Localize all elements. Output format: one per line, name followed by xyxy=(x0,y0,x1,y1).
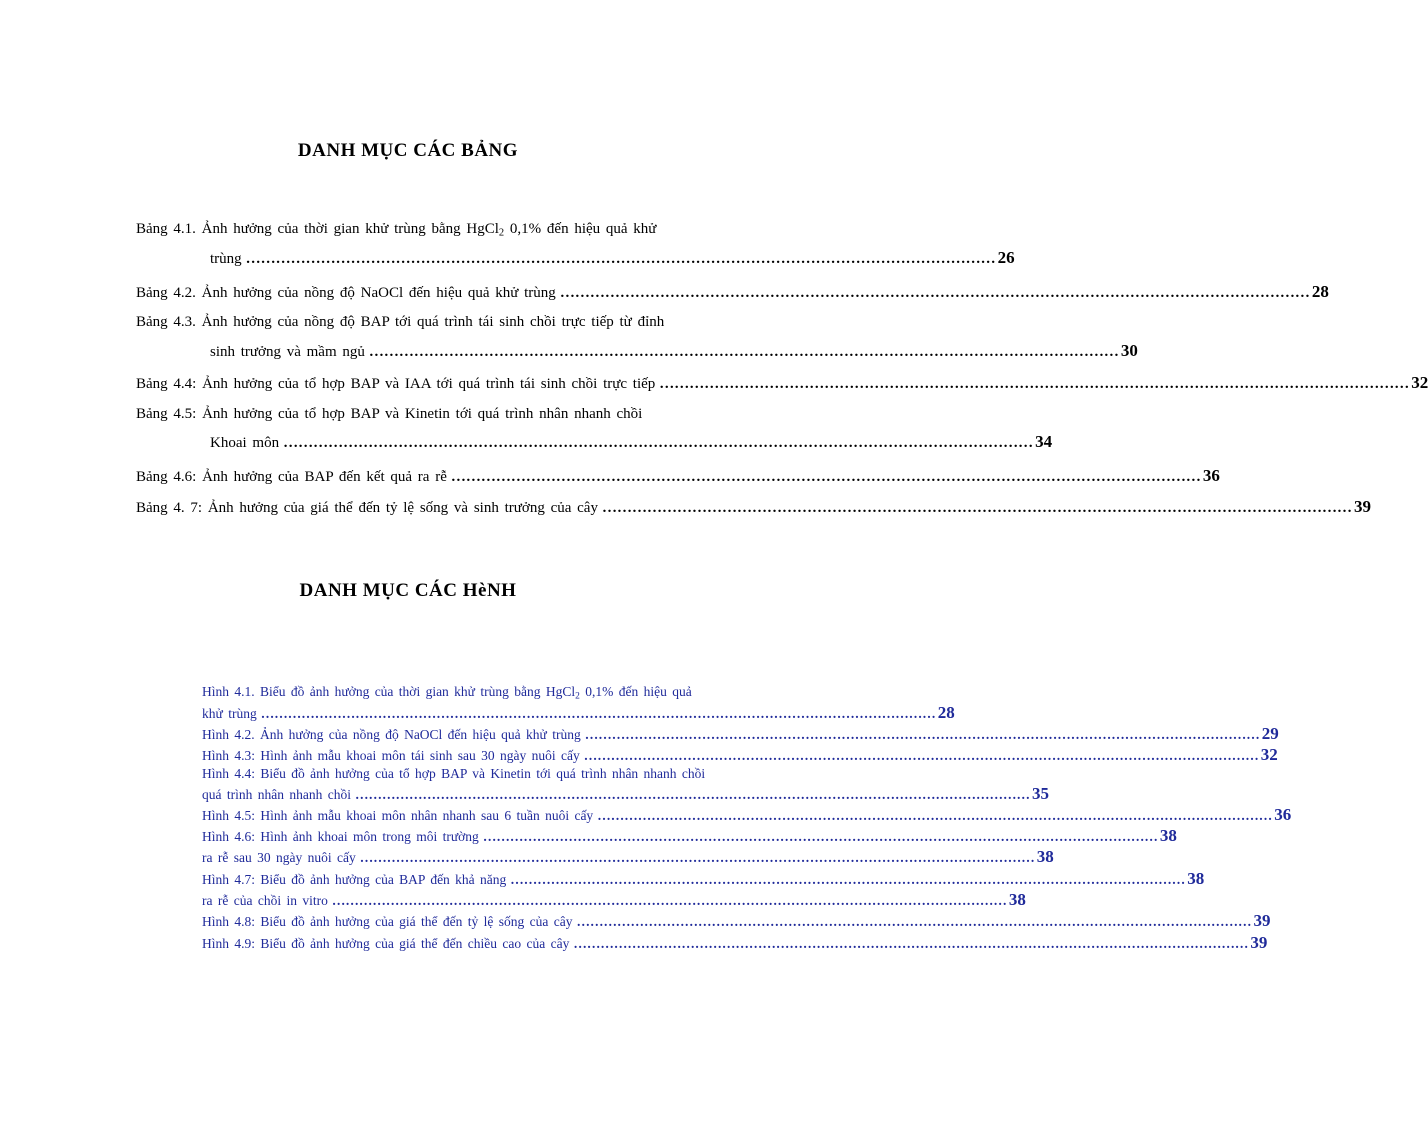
toc-entry xyxy=(136,404,736,424)
leader-dots: …………………………………………………………………………………………………………………………………… xyxy=(583,748,1259,763)
toc-entry-text: sinh trưởng và mầm ngủ xyxy=(210,344,365,360)
toc-entry xyxy=(136,312,736,332)
toc-entry-text: Bảng 4.4: Ảnh hưởng của tổ hợp BAP và IAA tới quá trình tái sinh chồi trực tiếp xyxy=(136,376,656,392)
leader-dots: …………………………………………………………………………………………………………………………………… xyxy=(331,893,1007,908)
toc-entry[interactable] xyxy=(202,933,1268,953)
toc-entry[interactable] xyxy=(202,724,1279,744)
toc-entry[interactable] xyxy=(202,826,1177,846)
page-number: 29 xyxy=(1261,724,1279,743)
toc-entry-text: Bảng 4.2. Ảnh hưởng của nồng độ NaOCl đến hiệu quả khử trùng xyxy=(136,285,556,301)
toc-entry[interactable] xyxy=(202,847,1054,867)
toc-entry-text: Bảng 4.6: Ảnh hưởng của BAP đến kết quả ra rễ xyxy=(136,469,447,485)
leader-dots: …………………………………………………………………………………………………………………………………… xyxy=(573,936,1249,951)
page-number: 26 xyxy=(997,248,1015,267)
page-number: 28 xyxy=(937,703,955,722)
toc-entry-text: Hình 4.2. Ảnh hưởng của nồng độ NaOCl đến hiệu quả khử trùng xyxy=(202,727,581,742)
page-number: 39 xyxy=(1250,933,1268,952)
toc-entry[interactable] xyxy=(210,432,1053,453)
page-number: 38 xyxy=(1008,890,1026,909)
toc-entry-text: Bảng 4. 7: Ảnh hưởng của giá thể đến tỷ lệ sống và sinh trưởng của cây xyxy=(136,500,598,516)
toc-entry[interactable] xyxy=(202,745,1278,765)
page-number: 32 xyxy=(1260,745,1278,764)
leader-dots: …………………………………………………………………………………………………………………………………… xyxy=(368,344,1119,360)
leader-dots: …………………………………………………………………………………………………………………………………… xyxy=(245,251,996,267)
toc-entry[interactable] xyxy=(202,869,1205,889)
page-number: 38 xyxy=(1187,869,1205,888)
leader-dots: …………………………………………………………………………………………………………………………………… xyxy=(659,376,1410,392)
toc-entry[interactable] xyxy=(136,282,1329,303)
leader-dots: …………………………………………………………………………………………………………………………………… xyxy=(510,872,1186,887)
toc-entry[interactable] xyxy=(210,341,1138,362)
toc-entry-text: ra rễ của chồi in vitro xyxy=(202,893,328,908)
toc-entry-text: khử trùng xyxy=(202,706,257,721)
page-number: 38 xyxy=(1159,826,1177,845)
leader-dots: …………………………………………………………………………………………………………………………………… xyxy=(597,808,1273,823)
toc-entry: Hình 4.1. Biểu đồ ảnh hưởng của thời gian khử trùng bằng HgCl$_2$ 0,1% đến hiệu quả xyxy=(202,684,692,702)
page-number: 39 xyxy=(1253,911,1271,930)
leader-dots: …………………………………………………………………………………………………………………………………… xyxy=(450,469,1201,485)
leader-dots: …………………………………………………………………………………………………………………………………… xyxy=(601,500,1352,516)
page-number: 34 xyxy=(1035,432,1053,451)
leader-dots: …………………………………………………………………………………………………………………………………… xyxy=(359,850,1035,865)
toc-entry-text: Hình 4.6: Hình ảnh khoai môn trong môi trường xyxy=(202,829,479,844)
leader-dots: …………………………………………………………………………………………………………………………………… xyxy=(482,829,1158,844)
page-number: 28 xyxy=(1311,282,1329,301)
toc-entry-text: Hình 4.8: Biểu đồ ảnh hưởng của giá thể đến tỷ lệ sống của cây xyxy=(202,914,573,929)
toc-entry[interactable] xyxy=(202,805,1292,825)
toc-entry[interactable] xyxy=(136,373,1428,394)
toc-entry-text: Bảng 4.5: Ảnh hưởng của tổ hợp BAP và Kinetin tới quá trình nhân nhanh chồi xyxy=(136,406,643,422)
toc-entry[interactable] xyxy=(136,466,1220,487)
toc-entry[interactable] xyxy=(210,248,1015,269)
leader-dots: …………………………………………………………………………………………………………………………………… xyxy=(576,914,1252,929)
leader-dots: …………………………………………………………………………………………………………………………………… xyxy=(584,727,1260,742)
toc-entry xyxy=(202,765,738,783)
leader-dots: …………………………………………………………………………………………………………………………………… xyxy=(283,435,1034,451)
figures-heading: DANH MỤC CÁC HèNH xyxy=(299,580,517,601)
leader-dots: …………………………………………………………………………………………………………………………………… xyxy=(260,706,936,721)
toc-entry-text: Hình 4.5: Hình ảnh mẫu khoai môn nhân nhanh sau 6 tuần nuôi cấy xyxy=(202,808,594,823)
leader-dots: …………………………………………………………………………………………………………………………………… xyxy=(354,787,1030,802)
toc-entry-text: Hình 4.7: Biểu đồ ảnh hưởng của BAP đến khả năng xyxy=(202,872,507,887)
toc-entry-text: ra rễ sau 30 ngày nuôi cấy xyxy=(202,850,356,865)
toc-entry-text: Bảng 4.3. Ảnh hưởng của nồng độ BAP tới quá trình tái sinh chồi trực tiếp từ đỉnh xyxy=(136,314,665,330)
toc-entry-text: Hình 4.1. Biểu đồ ảnh hưởng của thời gian khử trùng bằng HgCl xyxy=(202,684,576,699)
toc-entry-text: Bảng 4.1. Ảnh hưởng của thời gian khử trùng bằng HgCl xyxy=(136,221,499,237)
tables-heading: DANH MỤC CÁC BẢNG xyxy=(297,140,519,161)
toc-entry-text: trùng xyxy=(210,251,242,267)
toc-entry-text: Hình 4.3: Hình ảnh mẫu khoai môn tái sinh sau 30 ngày nuôi cấy xyxy=(202,748,580,763)
page-number: 39 xyxy=(1353,497,1371,516)
toc-entry[interactable] xyxy=(202,911,1271,931)
toc-entry[interactable] xyxy=(136,497,1371,518)
page-number: 30 xyxy=(1120,341,1138,360)
page-number: 32 xyxy=(1411,373,1428,392)
toc-entry[interactable] xyxy=(202,784,1049,804)
toc-entry-text: quá trình nhân nhanh chồi xyxy=(202,787,351,802)
toc-entry-text: Khoai môn xyxy=(210,435,280,451)
page-number: 38 xyxy=(1036,847,1054,866)
toc-entry-text: Hình 4.9: Biểu đồ ảnh hưởng của giá thể đến chiều cao của cây xyxy=(202,936,570,951)
page-number: 36 xyxy=(1202,466,1220,485)
toc-entry: Bảng 4.1. Ảnh hưởng của thời gian khử trùng bằng HgCl$_2$ 0,1% đến hiệu quả khử xyxy=(136,221,657,239)
toc-entry-text: Hình 4.4: Biểu đồ ảnh hưởng của tổ hợp BAP và Kinetin tới quá trình nhân nhanh chồi xyxy=(202,766,706,781)
toc-entry[interactable] xyxy=(202,890,1026,910)
page-number: 36 xyxy=(1274,805,1292,824)
leader-dots: …………………………………………………………………………………………………………………………………… xyxy=(559,285,1310,301)
toc-entry[interactable] xyxy=(202,703,955,723)
page-number: 35 xyxy=(1031,784,1049,803)
